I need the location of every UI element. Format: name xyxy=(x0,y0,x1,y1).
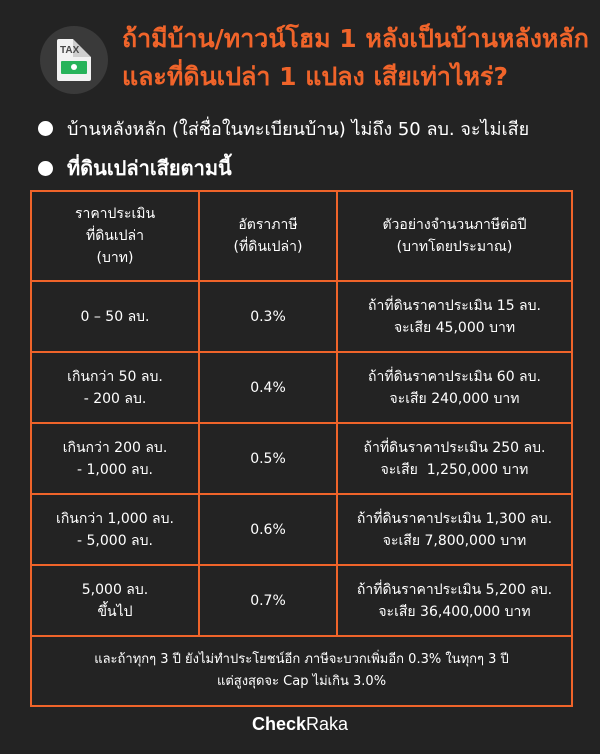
table-row xyxy=(31,423,572,494)
bullet-dot-icon xyxy=(38,161,53,176)
title-line-1: ถ้ามีบ้าน/ทาวน์โฮม 1 หลังเป็นบ้านหลังหลัก xyxy=(122,24,589,53)
header-example: ตัวอย่างจำนวนภาษีต่อปี (บาทโดยประมาณ) xyxy=(337,191,572,281)
table-row xyxy=(31,352,572,423)
range-cell: เกินกว่า 50 ลบ. - 200 ลบ. xyxy=(31,352,199,423)
example-cell: ถ้าที่ดินราคาประเมิน 250 ลบ. จะเสีย 1,250,000 บาท xyxy=(337,423,572,494)
header-assessed-value: ราคาประเมิน ที่ดินเปล่า (บาท) xyxy=(31,191,199,281)
rate-cell: 0.7% xyxy=(199,565,337,636)
bullet-text: ที่ดินเปล่าเสียตามนี้ xyxy=(67,156,232,180)
tax-icon-label: TAX xyxy=(60,45,80,56)
range-cell: เกินกว่า 1,000 ลบ. - 5,000 ลบ. xyxy=(31,494,199,565)
table-header-row xyxy=(31,191,572,281)
table-footnote-row xyxy=(31,636,572,706)
tax-rate-table xyxy=(30,190,573,707)
title-line-2: และที่ดินเปล่า 1 แปลง เสียเท่าไหร่? xyxy=(122,62,508,91)
tax-document-icon xyxy=(40,26,108,94)
footnote-cell: และถ้าทุกๆ 3 ปี ยังไม่ทำประโยชน์อีก ภาษีจะบวกเพิ่มอีก 0.3% ในทุกๆ 3 ปี แต่สูงสุดจะ Cap ไม่เกิน 3.0% xyxy=(31,636,572,706)
rate-cell: 0.6% xyxy=(199,494,337,565)
table-row xyxy=(31,494,572,565)
page-title xyxy=(122,20,592,96)
bullet-item xyxy=(38,152,529,184)
table-row xyxy=(31,565,572,636)
money-icon xyxy=(61,61,87,74)
rate-cell: 0.4% xyxy=(199,352,337,423)
brand-logo xyxy=(0,714,600,735)
range-cell: 5,000 ลบ. ขึ้นไป xyxy=(31,565,199,636)
document-icon xyxy=(57,39,91,81)
header xyxy=(0,0,600,110)
bullet-text: บ้านหลังหลัก (ใส่ชื่อในทะเบียนบ้าน) ไม่ถึง 50 ลบ. จะไม่เสีย xyxy=(67,118,530,140)
table-row xyxy=(31,281,572,352)
example-cell: ถ้าที่ดินราคาประเมิน 1,300 ลบ. จะเสีย 7,800,000 บาท xyxy=(337,494,572,565)
example-cell: ถ้าที่ดินราคาประเมิน 5,200 ลบ. จะเสีย 36,400,000 บาท xyxy=(337,565,572,636)
header-tax-rate: อัตราภาษี (ที่ดินเปล่า) xyxy=(199,191,337,281)
range-cell: เกินกว่า 200 ลบ. - 1,000 ลบ. xyxy=(31,423,199,494)
brand-part-2: Raka xyxy=(306,714,349,734)
range-cell: 0 – 50 ลบ. xyxy=(31,281,199,352)
bullet-item xyxy=(38,112,529,144)
brand-part-1: Check xyxy=(251,714,306,734)
example-cell: ถ้าที่ดินราคาประเมิน 15 ลบ. จะเสีย 45,000 บาท xyxy=(337,281,572,352)
bullet-dot-icon xyxy=(38,121,53,136)
rate-cell: 0.3% xyxy=(199,281,337,352)
rate-cell: 0.5% xyxy=(199,423,337,494)
bullet-list xyxy=(38,112,529,192)
example-cell: ถ้าที่ดินราคาประเมิน 60 ลบ. จะเสีย 240,000 บาท xyxy=(337,352,572,423)
